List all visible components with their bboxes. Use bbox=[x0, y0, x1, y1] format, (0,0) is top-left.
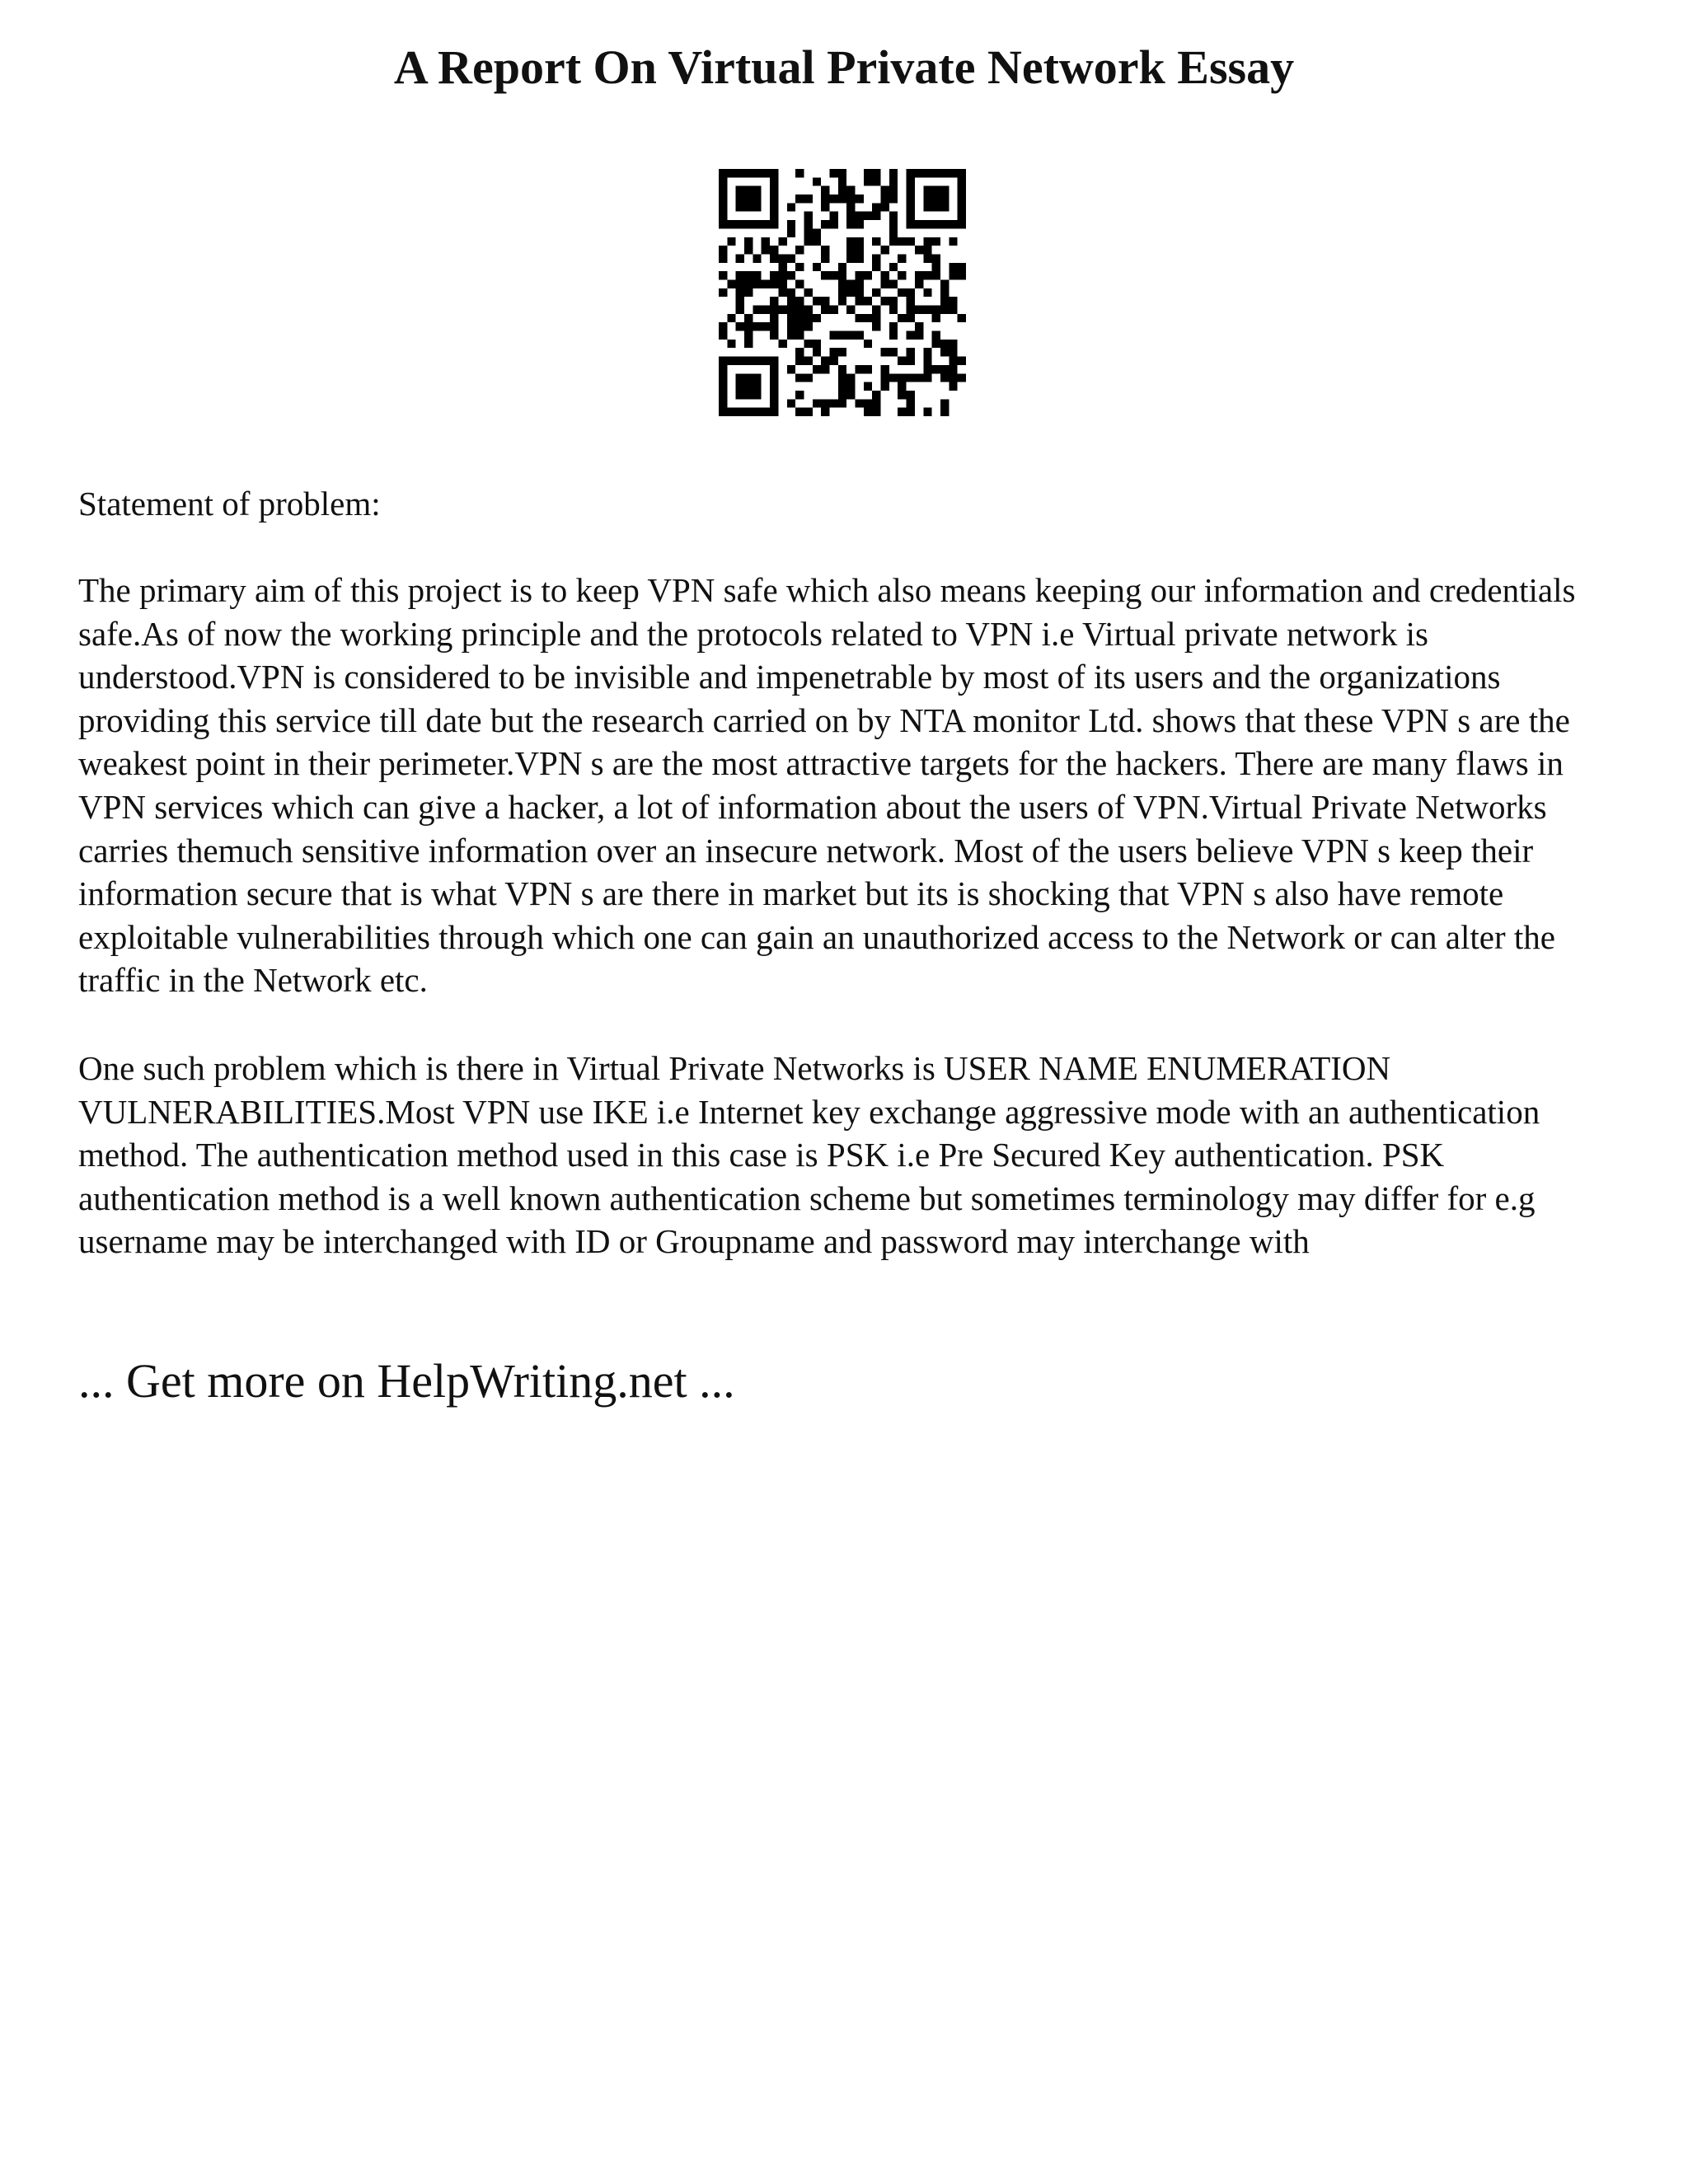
page-title: A Report On Virtual Private Network Essay bbox=[393, 40, 1295, 94]
body-paragraph-1: The primary aim of this project is to keep VPN safe which also means keeping our information and credentials safe.As of now the working principle and the protocols related to VPN i.e Virtual private network is understood.VPN is considered to be invisible and impenetrable by most of its users and the organizations providing this service till date but the research carried on by NTA monitor Ltd. shows that these VPN s are the weakest point in their perimeter.VPN s are the most attractive targets for the hackers. There are many flaws in VPN services which can give a hacker, a lot of information about the users of VPN.Virtual Private Networks carries themuch sensitive information over an insecure network. Most of the users believe VPN s keep their information secure that is what VPN s are there in market but its is shocking that VPN s also have remote exploitable vulnerabilities through which one can gain an unauthorized access to the Network or can alter the traffic in the Network etc. bbox=[78, 571, 1576, 1000]
body-paragraph-2: One such problem which is there in Virtual Private Networks is USER NAME ENUMERATION VULNERABILITIES.Most VPN use IKE i.e Internet key exchange aggressive mode with an authentication method. The authentication method used in this case is PSK i.e Pre Secured Key authentication. PSK authentication method is a well known authentication scheme but sometimes terminology may differ for e.g username may be interchanged with ID or Groupname and password may interchange with bbox=[78, 1049, 1540, 1261]
get-more-link[interactable]: ... Get more on HelpWriting.net ... bbox=[78, 1354, 735, 1408]
qr-code-icon bbox=[719, 169, 966, 416]
section-heading: Statement of problem: bbox=[78, 485, 381, 523]
